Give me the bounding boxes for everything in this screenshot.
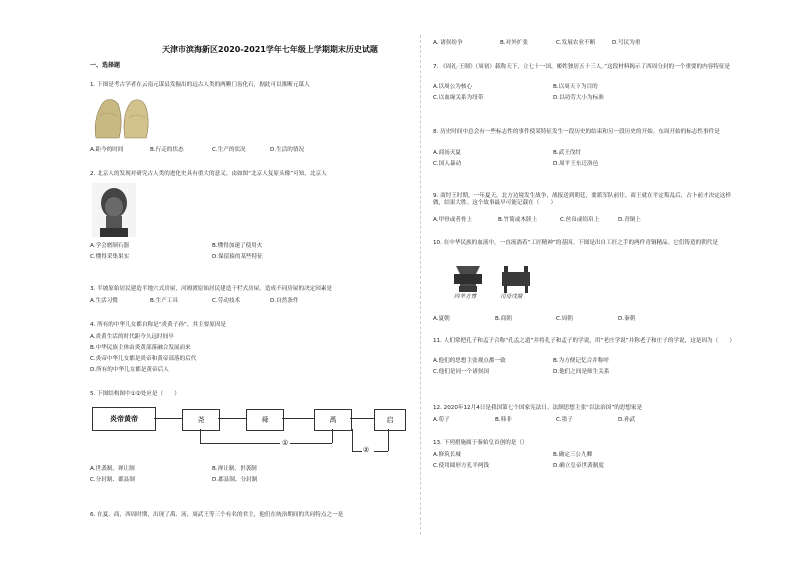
- caption-four-ram-zun: 四羊方尊: [454, 294, 477, 300]
- q12-option-d[interactable]: D.孙武: [618, 417, 636, 423]
- box-yu: 禹: [314, 409, 352, 431]
- box-yao: 尧: [182, 409, 220, 431]
- q12-option-a[interactable]: A.荀子: [433, 417, 450, 423]
- connector-line: [350, 418, 374, 419]
- q9-option-a[interactable]: A.甲骨或者骨上: [433, 217, 473, 223]
- q2-option-d[interactable]: D.保留猿的某些特征: [212, 254, 263, 260]
- bracket-line: [388, 429, 389, 451]
- q5-option-a[interactable]: A.世袭制、禅让制: [90, 466, 135, 472]
- connector-line: [154, 418, 182, 419]
- caption-simuwu-ding: 司母戊鼎: [500, 294, 523, 300]
- q12-option-b[interactable]: B.韩非: [495, 417, 512, 423]
- q9-option-c[interactable]: C.丝帛或绢帛上: [560, 217, 600, 223]
- q5-option-b[interactable]: B.禅让制、世袭制: [212, 466, 257, 472]
- q3-option-b[interactable]: B.生产工具: [150, 298, 178, 304]
- bracket-line: [290, 443, 332, 444]
- q10-stem: 10. 在中华民族的血液中，一直流淌着“工匠精神”的基因。下图是出自工匠之手的两件青铜精品。它们铸造的朝代是: [433, 240, 718, 246]
- q7-option-d[interactable]: D.以功劳大小为标准: [553, 95, 604, 101]
- exam-title: 天津市滨海新区2020-2021学年七年级上学期期末历史试题: [162, 45, 378, 54]
- box-yan-huang: 炎帝黄帝: [92, 407, 156, 431]
- q13-option-d[interactable]: D.确立皇帝世袭制度: [553, 463, 604, 469]
- succession-diagram: [90, 405, 410, 461]
- q1-stem: 1. 下图是考古学者在云南元谋县发掘出的远古人类的两颗门齿化石，据此可以推断元谋人: [90, 82, 310, 88]
- q13-option-b[interactable]: B.确定三公九卿: [553, 452, 593, 458]
- peking-man-head-image: [92, 183, 136, 237]
- q10-option-a[interactable]: A.夏朝: [433, 316, 450, 322]
- q7-option-c[interactable]: C.以血缘关系为纽带: [433, 95, 484, 101]
- q5-option-d[interactable]: D.郡县制、分封制: [212, 477, 258, 483]
- q5-option-c[interactable]: C.分封制、郡县制: [90, 477, 135, 483]
- q4-option-b[interactable]: B.中华民族主体由炎黄部落融合发展而来: [90, 345, 191, 351]
- q1-option-a[interactable]: A.距今的时间: [90, 147, 124, 153]
- bracket-line: [352, 451, 362, 452]
- q13-option-a[interactable]: A.修筑长城: [433, 452, 461, 458]
- q11-stem: 11. 人们常把孔子和孟子合称“孔孟之道”并将孔子和孟子的学说，用“老庄学说”并称老子和庄子的学说，这是因为（ ）: [433, 338, 735, 344]
- q10-option-c[interactable]: C.周朝: [556, 316, 573, 322]
- bracket-line: [332, 429, 333, 443]
- mark-1: ①: [282, 439, 289, 447]
- bracket-line: [374, 451, 388, 452]
- connector-line: [218, 418, 246, 419]
- section-heading: 一、选择题: [90, 62, 121, 69]
- q6-option-c[interactable]: C.发展农业不断: [556, 40, 596, 46]
- q12-option-c[interactable]: C.墨子: [556, 417, 573, 423]
- q4-stem: 4. 所有的中华儿女都自称是“炎黄子孙”，其主要原因是: [90, 322, 226, 328]
- q3-stem: 3. 半坡原始居民建造半地穴式房屋，河姆渡原始居民建造干栏式房屋。造成不同房屋的决定因素是: [90, 286, 333, 292]
- q2-option-c[interactable]: C.懂得采集果实: [90, 254, 130, 260]
- tooth-fossil-image: [92, 96, 152, 140]
- box-shun: 舜: [246, 409, 284, 431]
- connector-line: [282, 418, 314, 419]
- q7-stem: 7. 《周礼·王制》（周初）载称天下，立七十一国，姬姓独居五十三人。”这段材料揭示了西周分封的一个重要的内容特征是: [433, 64, 731, 70]
- box-qi: 启: [374, 409, 406, 431]
- bracket-line: [332, 429, 333, 430]
- q13-stem: 13. 下列措施属于秦始皇首创的是（）: [433, 440, 528, 446]
- q2-option-a[interactable]: A.学会磨制石器: [90, 243, 130, 249]
- q2-option-b[interactable]: B.懂得加速了使用火: [212, 243, 263, 249]
- bracket-line: [200, 443, 280, 444]
- q11-option-a[interactable]: A.他们的思想主张观点都一致: [433, 358, 506, 364]
- simuwu-ding-icon: [502, 266, 530, 293]
- q9-option-d[interactable]: D.青铜上: [618, 217, 641, 223]
- q7-option-a[interactable]: A.以周公为核心: [433, 84, 473, 90]
- q13-option-c[interactable]: C.使用圆形方孔半两钱: [433, 463, 490, 469]
- q6-option-b[interactable]: B.对外扩张: [500, 40, 528, 46]
- q3-option-c[interactable]: C.劳动技术: [212, 298, 241, 304]
- q11-option-c[interactable]: C.他们是同一个诸侯国: [433, 369, 490, 375]
- column-divider: [420, 35, 421, 535]
- q11-option-b[interactable]: B.为方便记忆合并称呼: [553, 358, 609, 364]
- q8-option-a[interactable]: A.商汤灭夏: [433, 150, 461, 156]
- mark-2: ②: [363, 446, 370, 454]
- bracket-line: [200, 429, 201, 443]
- q4-option-a[interactable]: A.炎黄生活的时代距今久远时间早: [90, 334, 174, 340]
- q1-option-d[interactable]: D.生活的情况: [270, 147, 305, 153]
- q8-option-b[interactable]: B.武王伐纣: [553, 150, 581, 156]
- q6-option-d[interactable]: D.号民为重: [612, 40, 641, 46]
- q11-option-d[interactable]: D.他们之间是师生关系: [553, 369, 610, 375]
- q10-option-b[interactable]: B.商朝: [495, 316, 512, 322]
- q8-option-d[interactable]: D.周平王东迁洛邑: [553, 161, 599, 167]
- q4-option-d[interactable]: D.所有的中华儿女都是黄帝后人: [90, 367, 169, 373]
- q8-stem: 8. 历史时间中总会有一些标志性的事件使某特征发生一段历史的结束和另一段历史的开始。东周开始的标志性事件是: [433, 129, 720, 135]
- q1-option-b[interactable]: B.行走的状态: [150, 147, 184, 153]
- q1-option-c[interactable]: C.生产的状况: [212, 147, 246, 153]
- q9-option-b[interactable]: B.竹简或木牍上: [498, 217, 538, 223]
- q10-option-d[interactable]: D.秦朝: [618, 316, 636, 322]
- q7-option-b[interactable]: B.以周天下为目的: [553, 84, 598, 90]
- q3-option-d[interactable]: D.自然条件: [270, 298, 299, 304]
- q5-stem: 5. 下图结构图中①②处应是（ ）: [90, 391, 180, 397]
- q9-stem: 9. 商纣王时期，一年夏天，北方边境发生战争，战报送到朝廷，要派军队前往。商王就在平定叛乱后，占卜前才决定这样做，结果大胜。这个故事最早可能记载在（ ）: [433, 193, 731, 206]
- q4-option-c[interactable]: C.炎帝中华儿女都是炎帝和黄帝部落的后代: [90, 356, 197, 362]
- q12-stem: 12. 2020年12月4日是我国第七个国家宪法日。法制思想主张“以法治国”的思想家是: [433, 405, 643, 411]
- four-ram-zun-icon: [454, 266, 482, 292]
- bracket-line: [352, 429, 353, 451]
- q6-option-a[interactable]: A. 诸侯纷争: [433, 40, 463, 46]
- q2-stem: 2. 北京人的发现对研究古人类的进化史具有重大的意义。由如图“北京人复原头像”可知，北京人: [90, 171, 327, 177]
- q3-option-a[interactable]: A.生活习惯: [90, 298, 118, 304]
- q6-stem: 6. 在夏、商、西周时期，出现了禹、汤、周武王等三个有名的君主，他们在统治期间的共同特点之一是: [90, 512, 344, 518]
- q8-option-c[interactable]: C.国人暴动: [433, 161, 462, 167]
